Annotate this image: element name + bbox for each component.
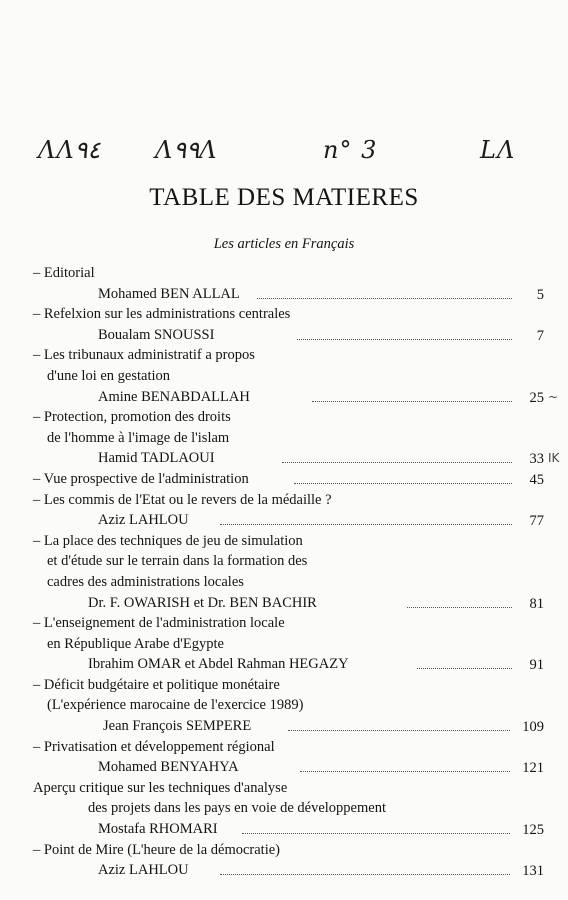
handwritten-number-left2: Λ٩٩Λ — [155, 136, 218, 164]
toc-leader — [288, 716, 544, 738]
toc-leader — [312, 387, 544, 409]
toc-entry-title-cont: et d'étude sur le terrain dans la formation des — [47, 553, 308, 570]
page-number: 109 — [522, 719, 544, 736]
toc-entry-title: Aperçu critique sur les techniques d'analyse — [33, 779, 288, 796]
toc-entry-title-cont: en République Arabe d'Egypte — [47, 635, 224, 652]
toc-entry-title: – Déficit budgétaire et politique monétaire — [33, 676, 280, 693]
page-number: 77 — [529, 513, 544, 530]
page-number: 45 — [529, 471, 544, 488]
toc-entry-title-cont: cadres des administrations locales — [47, 573, 244, 590]
toc-entry-title-cont: d'une loi en gestation — [47, 367, 171, 384]
section-subtitle: Les articles en Français — [213, 236, 355, 252]
page-number: 131 — [522, 863, 544, 880]
toc-entry-author: Mohamed BEN ALLAL 5 — [0, 284, 568, 305]
toc-leader — [294, 469, 544, 491]
page-number: 91 — [529, 657, 544, 674]
toc-leader — [282, 448, 544, 470]
toc-entry-author: Aziz LAHLOU 77 — [0, 510, 568, 531]
toc-leader — [300, 757, 544, 779]
toc-entry-title-cont: (L'expérience marocaine de l'exercice 1989) — [47, 697, 304, 714]
page-number: 125 — [522, 822, 544, 839]
toc-entry-author: Ibrahim OMAR et Abdel Rahman HEGAZY 91 — [0, 654, 568, 675]
handwritten-number-left: ΛΛ٩٤ — [38, 136, 101, 164]
toc-entry-title-cont: de l'homme à l'image de l'islam — [47, 429, 230, 446]
toc-entry-author: Mostafa RHOMARI 125 — [0, 819, 568, 840]
toc-leader — [242, 819, 544, 841]
handwritten-margin-mark: ΙΚ — [548, 451, 560, 466]
handwritten-mark-right: LΛ — [480, 136, 516, 164]
toc-entry-title: – Protection, promotion des droits — [33, 409, 231, 426]
page-number: 5 — [536, 286, 544, 303]
toc-entry-author: Aziz LAHLOU 131 — [0, 860, 568, 881]
page-number: 81 — [529, 595, 544, 612]
toc-leader — [220, 510, 544, 532]
toc-leader — [417, 654, 544, 676]
toc-leader — [407, 593, 544, 615]
toc-entry-title: – Les tribunaux administratif a propos — [33, 347, 255, 364]
page-number: 121 — [522, 760, 544, 777]
toc-entry-title-cont: des projets dans les pays en voie de développement — [88, 800, 386, 817]
toc-leader — [220, 860, 544, 882]
toc-entry-title: – Editorial — [33, 265, 95, 281]
handwritten-margin-mark: ~ — [548, 389, 559, 404]
toc-entry-title: – L'enseignement de l'administration locale — [33, 615, 285, 632]
toc-entry-title: – Les commis de l'Etat ou le revers de la médaille ? — [33, 491, 332, 508]
toc-entry-author: Dr. F. OWARISH et Dr. BEN BACHIR 81 — [0, 593, 568, 614]
toc-entry-author: Mohamed BENYAHYA 121 — [0, 757, 568, 778]
toc-leader — [257, 284, 544, 306]
handwritten-issue-number: n° 3 — [323, 136, 378, 164]
toc-entry-title: – Privatisation et développement régional — [33, 738, 275, 755]
toc-entry-author: Jean François SEMPERE 109 — [0, 716, 568, 737]
page-title: TABLE DES MATIERES — [149, 184, 419, 211]
page-number: 33 — [529, 451, 544, 468]
toc-entry-author: Hamid TADLAOUI 33 ΙΚ — [0, 448, 568, 469]
toc-entry-title: – Point de Mire (L'heure de la démocratie) — [33, 841, 281, 858]
toc-entry-author: Boualam SNOUSSI 7 — [0, 325, 568, 346]
page-number: 7 — [536, 327, 544, 344]
toc-entry-title: – Refelxion sur les administrations centrales — [33, 306, 291, 323]
toc-entry-title: – La place des techniques de jeu de simulation — [33, 532, 303, 549]
table-of-contents — [0, 263, 568, 881]
toc-entry-title: – Vue prospective de l'administration 45 — [0, 469, 568, 490]
page-number: 25 — [529, 389, 544, 406]
toc-entry-author: Amine BENABDALLAH 25 ~ — [0, 387, 568, 408]
toc-leader — [297, 325, 544, 347]
